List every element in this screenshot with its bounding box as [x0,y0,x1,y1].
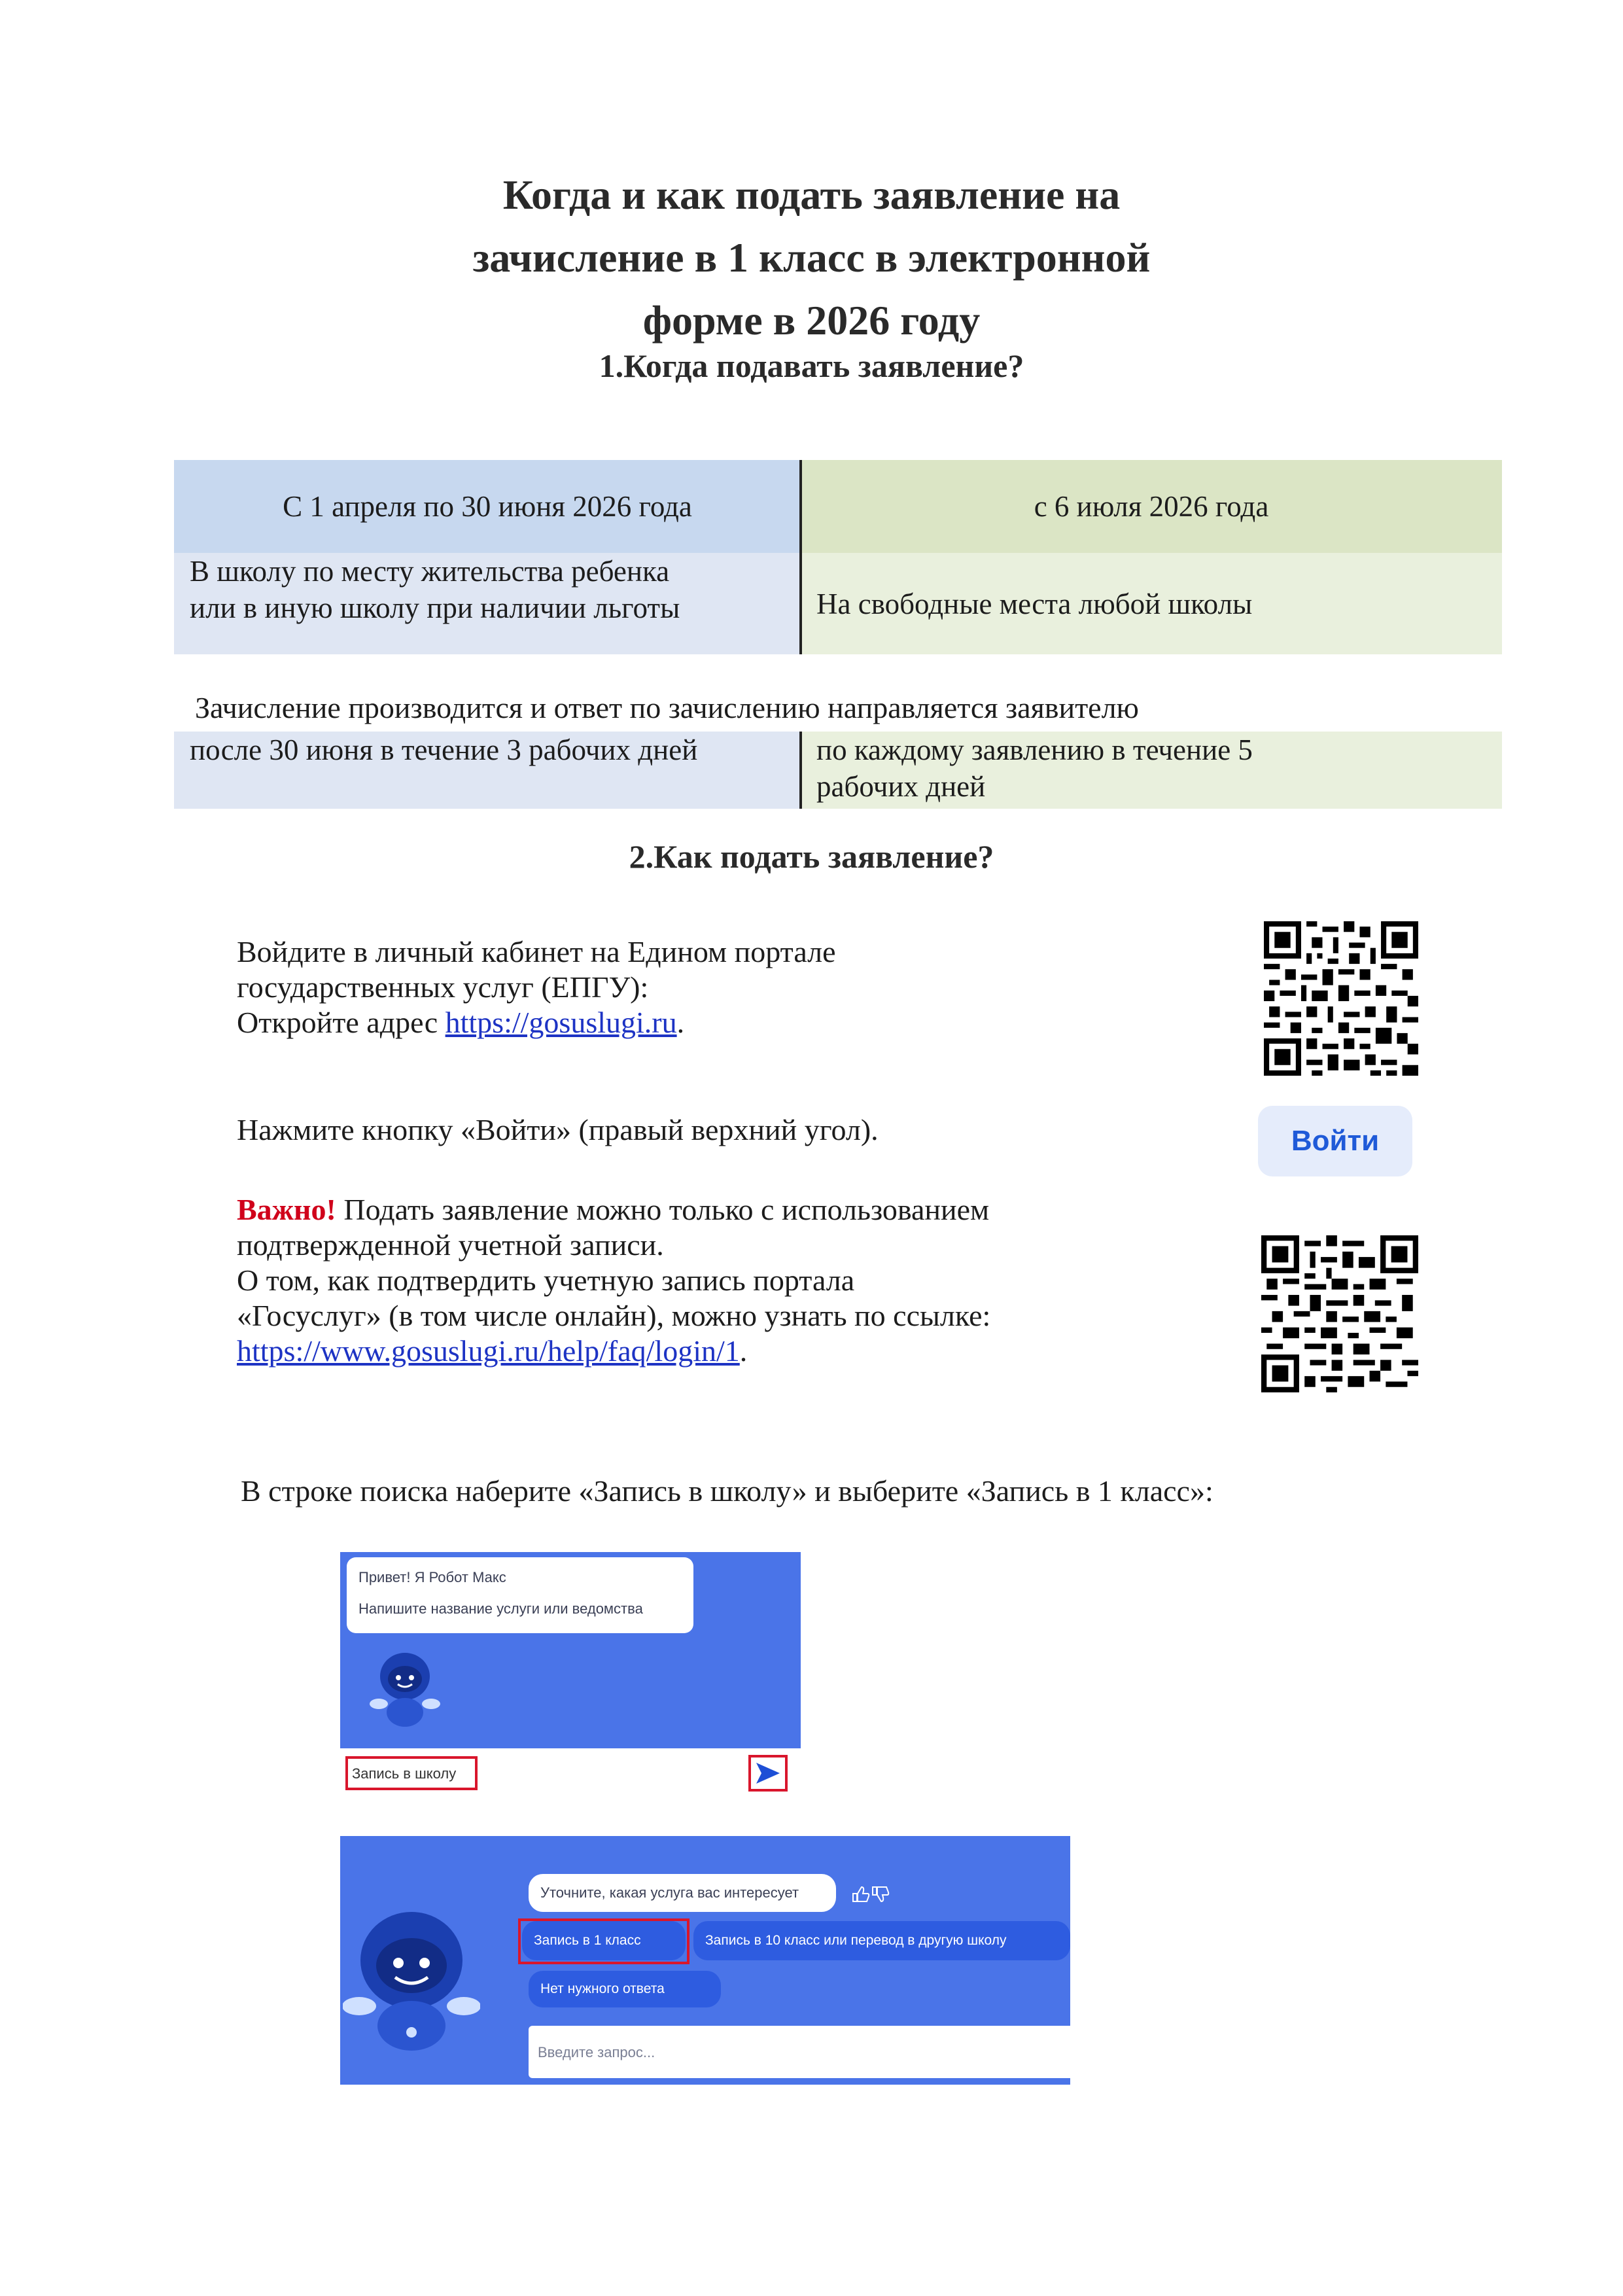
step-2: Нажмите кнопку «Войти» (правый верхний угол). [237,1113,879,1146]
faq-login-link[interactable]: https://www.gosuslugi.ru/help/faq/login/1 [237,1334,740,1368]
send-arrow-icon[interactable] [754,1760,782,1786]
important-line-1: Важно! Подать заявление можно только с использованием [237,1193,990,1226]
section-2-heading: 2.Как подать заявление? [629,838,994,875]
col2-header: с 6 июля 2026 года [801,460,1502,553]
option-tenth-grade[interactable]: Запись в 10 класс или перевод в другую школу [693,1921,1070,1960]
greeting-bubble [347,1557,693,1633]
highlight-first-grade [518,1918,689,1964]
qr-code-gosuslugi [1264,921,1418,1076]
col1-body-line-2: или в иную школу при наличии льготы [190,592,680,624]
title-line-2: зачисление в 1 класс в электронной [472,234,1151,281]
search-input[interactable]: Запись в школу [352,1765,457,1782]
step-1-line-1: Войдите в личный кабинет на Едином портале [237,935,836,968]
login-button[interactable]: Войти [1258,1106,1412,1176]
enrollment-note: Зачисление производится и ответ по зачислению направляется заявителю [195,691,1139,724]
prompt-text: Напишите название услуги или ведомства [358,1600,643,1617]
step-3: В строке поиска наберите «Запись в школу» и выберите «Запись в 1 класс»: [241,1474,1213,1508]
gosuslugi-link[interactable]: https://gosuslugi.ru [445,1006,677,1039]
robot-avatar-large-icon [343,1901,480,2052]
col2-body: На свободные места любой школы [801,553,1502,654]
step-1-line-2: государственных услуг (ЕПГУ): [237,970,649,1004]
qr-code-faq [1261,1235,1418,1392]
query-input-placeholder: Введите запрос... [538,2044,655,2060]
important-label: Важно! [237,1193,336,1226]
important-line-2: подтвержденной учетной записи. [237,1228,664,1262]
robot-avatar-icon [369,1644,441,1735]
col1-header: С 1 апреля по 30 июня 2026 года [174,460,801,553]
page-title [0,164,1623,352]
thumbs-feedback-icon[interactable] [850,1884,890,1904]
important-line-5: https://www.gosuslugi.ru/help/faq/login/1. [237,1334,748,1368]
important-line-3: О том, как подтвердить учетную запись портала [237,1263,855,1297]
robot-chat-screenshot-2 [340,1836,1070,2085]
col2-term-line-1: по каждому заявлению в течение 5 [816,733,1253,766]
option-no-answer[interactable]: Нет нужного ответа [529,1971,721,2007]
col1-body-line-1: В школу по месту жительства ребенка [190,555,670,588]
option-first-grade[interactable]: Запись в 1 класс [522,1921,686,1960]
greeting-text: Привет! Я Робот Макс [358,1569,506,1585]
robot-chat-screenshot-1 [340,1552,801,1794]
col1-term: после 30 июня в течение 3 рабочих дней [174,732,801,809]
step-1-line-3: Откройте адрес https://gosuslugi.ru. [237,1006,685,1039]
title-line-1: Когда и как подать заявление на [502,171,1121,218]
col1-body [174,553,801,654]
col2-term-line-2: рабочих дней [816,770,986,803]
question-bubble: Уточните, какая услуга вас интересует [529,1874,836,1912]
important-line-4: «Госуслуг» (в том числе онлайн), можно узнать по ссылке: [237,1299,991,1332]
step-1 [237,934,836,1040]
title-line-3: форме в 2026 году [642,297,981,344]
col2-term [801,732,1502,809]
important-note [237,1192,990,1369]
table1-divider [799,460,802,654]
section-1-heading: 1.Когда подавать заявление? [599,347,1024,384]
table2-divider [799,732,802,809]
